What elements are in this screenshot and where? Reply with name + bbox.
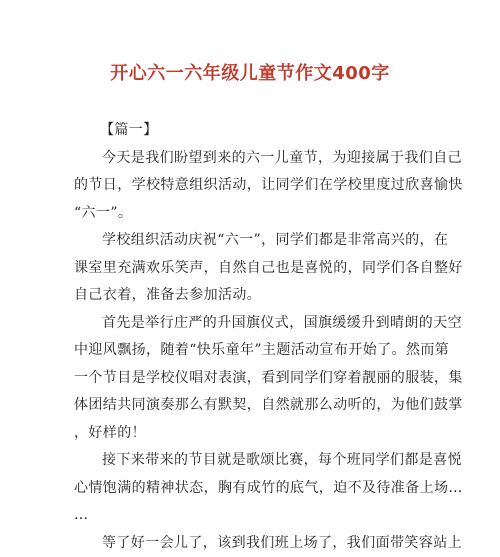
paragraph-1 (74, 145, 434, 228)
text-line: “六一”。 (74, 200, 434, 228)
text-line: 学校组织活动庆祝“六一”，同学们都是非常高兴的，在 (74, 227, 434, 255)
text-line: 接下来带来的节目就是歌颂比赛，每个班同学们都是喜悦 (74, 447, 434, 475)
text-line: 课室里充满欢乐笑声，自然自己也是喜悦的，同学们各自整好 (74, 255, 434, 283)
document-body (74, 117, 434, 557)
text-line: 等了好一会儿了，该到我们班上场了，我们面带笑容站上 (74, 530, 434, 557)
paragraph-3 (74, 310, 434, 448)
document-title: 开心六一六年级儿童节作文400字 (0, 62, 500, 86)
text-line: 一个节目是学校仪唱对表演，看到同学们穿着靓丽的服装，集 (74, 365, 434, 393)
text-line: 自己衣着，准备去参加活动。 (74, 282, 434, 310)
paragraph-5 (74, 530, 434, 557)
section-heading: 【篇一】 (74, 117, 434, 145)
paragraph-4 (74, 447, 434, 530)
text-line: 心情饱满的精神状态，胸有成竹的底气，迫不及待准备上场… (74, 475, 434, 503)
text-line: 体团结共同演奏那么有默契，自然就那么动听的，为他们鼓掌 (74, 392, 434, 420)
text-line: 今天是我们盼望到来的六一儿童节，为迎接属于我们自己 (74, 145, 434, 173)
text-line: 首先是举行庄严的升国旗仪式，国旗缓缓升到晴朗的天空 (74, 310, 434, 338)
text-line: 中迎风飘扬，随着“快乐童年”主题活动宣布开始了。然而第 (74, 337, 434, 365)
text-line: ，好样的！ (74, 420, 434, 448)
text-line: … (74, 502, 434, 530)
paragraph-2 (74, 227, 434, 310)
text-line: 的节日，学校特意组织活动，让同学们在学校里度过欣喜愉快 (74, 172, 434, 200)
